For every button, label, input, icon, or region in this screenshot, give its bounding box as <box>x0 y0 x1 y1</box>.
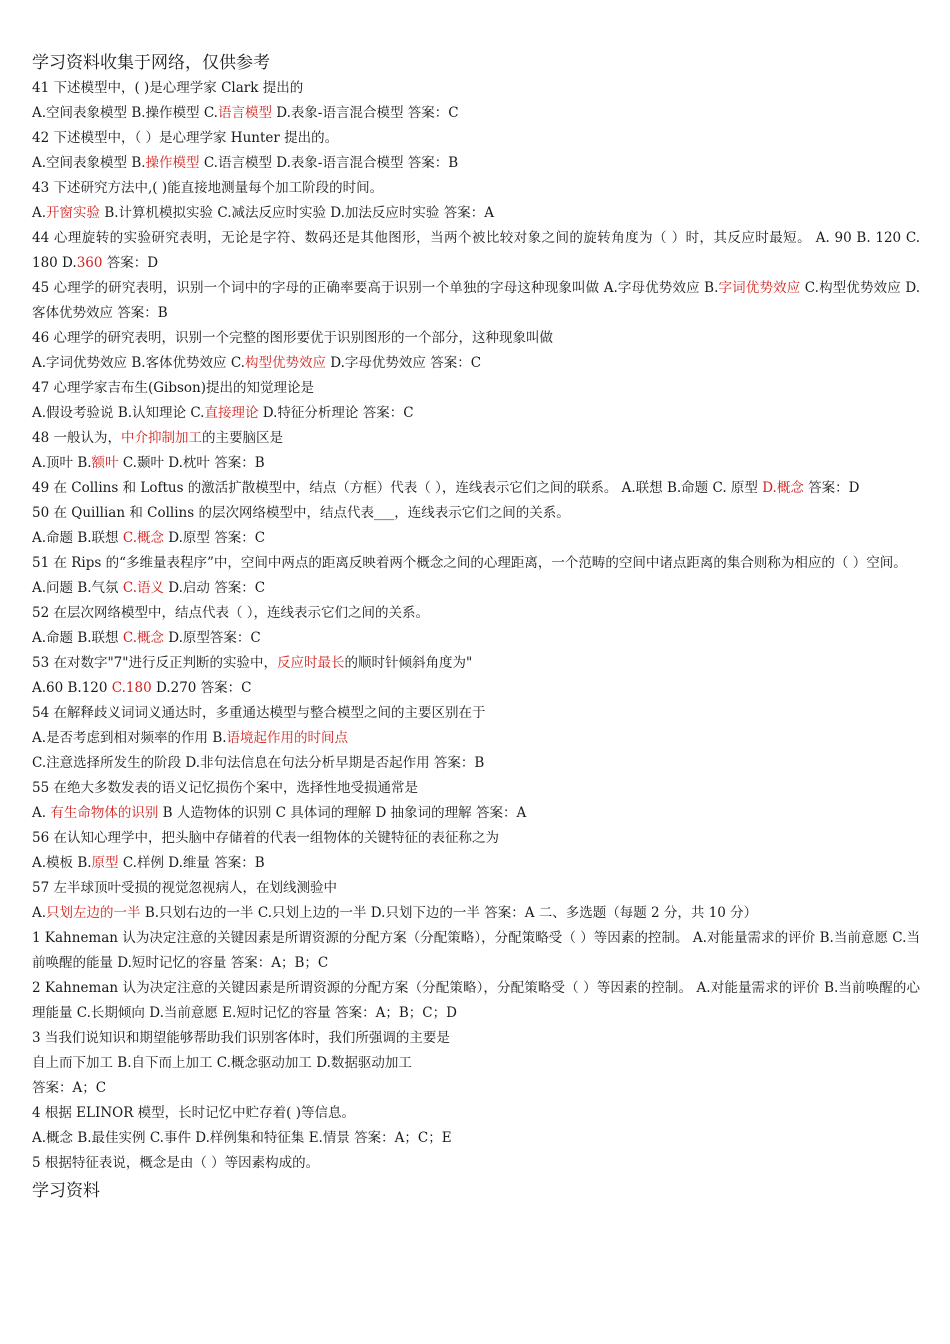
text-line <box>32 476 920 501</box>
text-segment: A. <box>32 205 47 221</box>
text-line <box>32 426 920 451</box>
text-line <box>32 1076 920 1101</box>
text-segment: C.颞叶 D.枕叶 答案：B <box>118 455 265 471</box>
text-line <box>32 701 920 726</box>
text-segment: 答案：D <box>803 480 860 496</box>
text-segment: 49 在 Collins 和 Loftus 的激活扩散模型中，结点（方框）代表（ ），连线表示它们之间的联系。 A.联想 B.命题 C. 原型 <box>32 480 763 496</box>
text-segment: D.特征分析理论 答案：C <box>258 405 414 421</box>
text-line <box>32 126 920 151</box>
text-line <box>32 326 920 351</box>
text-line <box>32 526 920 551</box>
text-line <box>32 76 920 101</box>
text-segment: A.假设考验说 B.认知理论 C. <box>32 405 205 421</box>
text-segment: A.概念 B.最佳实例 C.事件 D.样例集和特征集 E.情景 答案：A；C；E <box>32 1130 452 1146</box>
text-line <box>32 1026 920 1051</box>
page-footer: 学习资料 <box>32 1181 100 1201</box>
text-segment: A.60 B.120 <box>32 680 112 696</box>
text-segment: 52 在层次网络模型中，结点代表（ ），连线表示它们之间的关系。 <box>32 605 430 621</box>
document-page <box>32 50 920 1204</box>
text-segment: 57 左半球顶叶受损的视觉忽视病人，在划线测验中 <box>32 880 337 896</box>
text-segment: 47 心理学家吉布生(Gibson)提出的知觉理论是 <box>32 380 314 396</box>
text-segment: 48 一般认为， <box>32 430 121 446</box>
highlighted-answer: 操作模型 <box>145 155 200 171</box>
text-segment: 53 在对数字"7"进行反正判断的实验中， <box>32 655 277 671</box>
text-line <box>32 626 920 651</box>
text-line <box>32 576 920 601</box>
page-header: 学习资料收集于网络，仅供参考 <box>32 53 270 73</box>
text-line <box>32 826 920 851</box>
text-segment: A.是否考虑到相对频率的作用 B. <box>32 730 227 746</box>
text-segment: 的顺时针倾斜角度为" <box>344 655 473 671</box>
highlighted-answer: D.概念 <box>762 480 804 496</box>
text-line <box>32 551 920 576</box>
text-segment: 51 在 Rips 的“多维量表程序”中，空间中两点的距离反映着两个概念之间的心理距离，一个范畴的空间中诸点距离的集合则称为相应的（ ）空间。 <box>32 555 907 571</box>
text-segment: D.270 答案：C <box>151 680 252 696</box>
text-line <box>32 776 920 801</box>
highlighted-answer: 语言模型 <box>217 105 272 121</box>
text-segment: 5 根据特征表说，概念是由（ ）等因素构成的。 <box>32 1155 320 1171</box>
highlighted-answer: 直接理论 <box>204 405 259 421</box>
text-segment: A.字词优势效应 B.客体优势效应 C. <box>32 355 245 371</box>
text-segment: 42 下述模型中，（ ）是心理学家 Hunter 提出的。 <box>32 130 339 146</box>
highlighted-answer: 只划左边的一半 <box>46 905 141 921</box>
text-segment: 1 Kahneman 认为决定注意的关键因素是所谓资源的分配方案（分配策略），分配策略受（ ）等因素的控制。 A.对能量需求的评价 B.当前意愿 C.当前唤醒的能量 D.短时记忆的容量 答案：A；B；C <box>32 930 920 971</box>
text-line <box>32 201 920 226</box>
highlighted-answer: C.概念 <box>122 630 164 646</box>
text-segment: 45 心理学的研究表明，识别一个词中的字母的正确率要高于识别一个单独的字母这种现象叫做 A.字母优势效应 B. <box>32 280 719 296</box>
text-segment: C.注意选择所发生的阶段 D.非句法信息在句法分析早期是否起作用 答案：B <box>32 755 485 771</box>
text-segment: 自上而下加工 B.自下而上加工 C.概念驱动加工 D.数据驱动加工 <box>32 1055 412 1071</box>
text-segment: A. <box>32 905 47 921</box>
highlighted-answer: C.概念 <box>122 530 164 546</box>
text-line <box>32 501 920 526</box>
highlighted-answer: C.180 <box>111 680 152 696</box>
text-segment: 56 在认知心理学中，把头脑中存储着的代表一组物体的关键特征的表征称之为 <box>32 830 499 846</box>
text-line <box>32 651 920 676</box>
text-line <box>32 751 920 776</box>
text-segment: 2 Kahneman 认为决定注意的关键因素是所谓资源的分配方案（分配策略），分配策略受（ ）等因素的控制。 A.对能量需求的评价 B.当前唤醒的心理能量 C.长期倾向 D.当前意愿 E.短时记忆的容量 答案：A；B；C；D <box>32 980 920 1021</box>
text-line <box>32 851 920 876</box>
text-line <box>32 801 920 826</box>
text-segment: A.命题 B.联想 <box>32 530 123 546</box>
text-line <box>32 676 920 701</box>
text-segment: 答案：D <box>102 255 159 271</box>
text-line <box>32 276 920 326</box>
text-segment: 54 在解释歧义词词义通达时，多重通达模型与整合模型之间的主要区别在于 <box>32 705 486 721</box>
text-segment: D.表象-语言混合模型 答案：C <box>271 105 459 121</box>
highlighted-answer: 360 <box>76 255 103 271</box>
highlighted-answer: 反应时最长 <box>276 655 345 671</box>
text-segment: 46 心理学的研究表明，识别一个完整的图形要优于识别图形的一个部分，这种现象叫做 <box>32 330 553 346</box>
text-line <box>32 926 920 976</box>
text-segment: A.问题 B.气氛 <box>32 580 123 596</box>
text-segment: 3 当我们说知识和期望能够帮助我们识别客体时，我们所强调的主要是 <box>32 1030 450 1046</box>
text-line <box>32 351 920 376</box>
text-segment: 4 根据 ELINOR 模型，长时记忆中贮存着( )等信息。 <box>32 1105 355 1121</box>
text-line <box>32 601 920 626</box>
text-segment: C.样例 D.维量 答案：B <box>118 855 265 871</box>
text-segment: B 人造物体的识别 C 具体词的理解 D 抽象词的理解 答案：A <box>158 805 527 821</box>
highlighted-answer: 字词优势效应 <box>718 280 801 296</box>
text-segment: D.字母优势效应 答案：C <box>325 355 482 371</box>
text-line <box>32 376 920 401</box>
highlighted-answer: 开窗实验 <box>46 205 101 221</box>
highlighted-answer: 构型优势效应 <box>244 355 326 371</box>
highlighted-answer: 语境起作用的时间点 <box>226 730 349 746</box>
text-line <box>32 901 920 926</box>
highlighted-answer: 原型 <box>91 855 119 871</box>
text-line <box>32 151 920 176</box>
text-line <box>32 1051 920 1076</box>
text-segment: A.顶叶 B. <box>32 455 92 471</box>
text-segment: 43 下述研究方法中,( )能直接地测量每个加工阶段的时间。 <box>32 180 384 196</box>
text-segment: C.语言模型 D.表象-语言混合模型 答案：B <box>199 155 459 171</box>
text-segment: A.命题 B.联想 <box>32 630 123 646</box>
text-line <box>32 1126 920 1151</box>
text-line <box>32 1151 920 1176</box>
text-line <box>32 226 920 276</box>
text-line <box>32 726 920 751</box>
text-segment: C.构型优势效应 D.客体优势效应 答案：B <box>32 280 921 321</box>
text-segment: B.计算机模拟实验 C.减法反应时实验 D.加法反应时实验 答案：A <box>100 205 494 221</box>
text-segment: A.空间表象模型 B.操作模型 C. <box>32 105 218 121</box>
highlighted-answer: 有生命物体的识别 <box>50 805 159 821</box>
highlighted-answer: C.语义 <box>122 580 164 596</box>
text-segment: 44 心理旋转的实验研究表明，无论是字符、数码还是其他图形，当两个被比较对象之间的旋转角度为（ ）时，其反应时最短。 A. 90 B. 120 C. 180 D. <box>32 230 920 271</box>
text-line <box>32 876 920 901</box>
text-line <box>32 101 920 126</box>
text-segment: D.原型 答案：C <box>163 530 266 546</box>
text-segment: 41 下述模型中，( )是心理学家 Clark 提出的 <box>32 80 304 96</box>
text-segment: D.原型答案：C <box>163 630 261 646</box>
text-segment: B.只划右边的一半 C.只划上边的一半 D.只划下边的一半 答案：A 二、多选题（每题 2 分，共 10 分） <box>140 905 758 921</box>
highlighted-answer: 中介抑制加工 <box>120 430 202 446</box>
text-line <box>32 176 920 201</box>
text-segment: D.启动 答案：C <box>163 580 266 596</box>
text-segment: A. <box>32 805 51 821</box>
text-segment: 的主要脑区是 <box>201 430 283 446</box>
text-line <box>32 401 920 426</box>
highlighted-answer: 额叶 <box>91 455 119 471</box>
text-segment: 答案：A；C <box>32 1080 107 1096</box>
text-line <box>32 976 920 1026</box>
text-segment: 50 在 Quillian 和 Collins 的层次网络模型中，结点代表___，连线表示它们之间的关系。 <box>32 505 570 521</box>
text-segment: A.空间表象模型 B. <box>32 155 146 171</box>
text-line <box>32 451 920 476</box>
question-list <box>32 76 920 1176</box>
text-segment: 55 在绝大多数发表的语义记忆损伤个案中，选择性地受损通常是 <box>32 780 418 796</box>
text-line <box>32 1101 920 1126</box>
text-segment: A.模板 B. <box>32 855 92 871</box>
